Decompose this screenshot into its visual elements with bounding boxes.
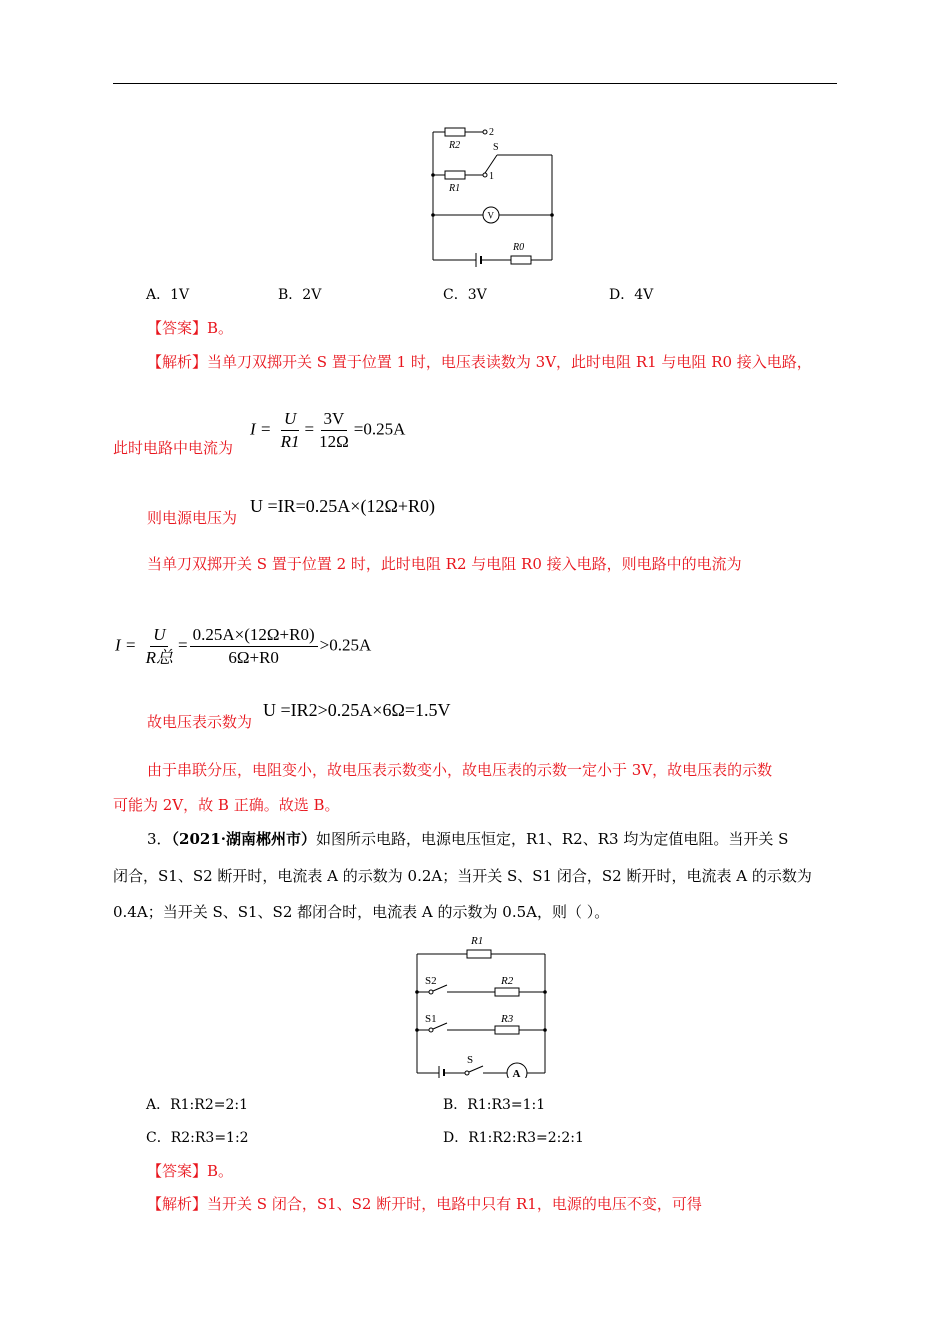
label-r2: R2 (501, 975, 514, 987)
ammeter-label: A (512, 1068, 521, 1078)
label-r1: R1 (449, 183, 461, 194)
explanation-q2-line4: 可能为 2V，故 B 正确。故选 B。 (113, 796, 340, 814)
question-number: 3． (147, 830, 172, 848)
equation-current: I = $\frac{U}{R1}$ = $\frac{3V}{12\Omega}$ =0.25A (250, 409, 406, 451)
explanation-label: 【解析】 (147, 353, 208, 371)
eq1-lhs: I = (250, 419, 272, 439)
label-r0: R0 (513, 242, 525, 253)
q3-explanation-label: 【解析】 (147, 1195, 208, 1213)
voltage-label: 则电源电压为 (147, 509, 238, 527)
eq1-num1: U (281, 408, 299, 431)
question-3-line2: 闭合，S1、S2 断开时，电流表 A 的示数为 0.2A；当开关 S、S1 闭合，S2 断开时，电流表 A 的示数为 (113, 867, 812, 885)
eq1-den2: 12Ω (319, 432, 349, 451)
question-text: 如图所示电路，电源电压恒定，R1、R2、R3 均为定值电阻。当开关 S (316, 830, 789, 848)
circuit-diagram-2 (405, 928, 555, 1078)
explanation-q2-line3: 由于串联分压，电阻变小，故电压表示数变小，故电压表的示数一定小于 3V，故电压表的示数 (147, 761, 773, 779)
option-c: C．3V (443, 287, 487, 303)
eq3-num2: 0.25A×(12Ω+R0) (190, 624, 318, 647)
meter-label: 故电压表示数为 (147, 713, 253, 731)
label-s2: S2 (425, 975, 437, 987)
question-3-line1 (147, 829, 788, 849)
eq3-den2: 6Ω+R0 (228, 648, 279, 667)
q3-explanation-text: 当开关 S 闭合，S1、S2 断开时，电路中只有 R1，电源的电压不变，可得 (207, 1195, 702, 1213)
label-r3: R3 (501, 1013, 514, 1025)
q3-option-a: A．R1:R2=2:1 (146, 1097, 248, 1113)
voltmeter-label: V (487, 210, 494, 221)
eq1-rhs: =0.25A (353, 419, 406, 439)
option-a: A．1V (146, 287, 190, 303)
explanation-q2-line1 (147, 352, 812, 372)
label-pos2: 2 (489, 127, 494, 138)
equation-voltage: U =IR=0.25A×(12Ω+R0) (250, 496, 435, 516)
eq3-den1: R总 (145, 648, 174, 667)
label-r1: R1 (471, 935, 484, 947)
equation-current-2: I = $\frac{U}{\text{R总}}$ = $\frac{0.25A\times(12\Omega+R0)}{6\Omega+R0}$ >0.25A (115, 625, 372, 667)
label-r2: R2 (449, 140, 461, 151)
label-s: S (467, 1054, 474, 1066)
circuit-diagram-1 (425, 122, 565, 272)
explanation-q2-line2: 当单刀双掷开关 S 置于位置 2 时，此时电阻 R2 与电阻 R0 接入电路，则电路中的电流为 (147, 555, 742, 573)
eq3-frac-2 (190, 624, 318, 669)
label-s1: S1 (425, 1013, 437, 1025)
header-rule (113, 83, 837, 84)
q3-option-c: C．R2:R3=1:2 (146, 1130, 249, 1146)
eq3-rhs: >0.25A (319, 635, 372, 655)
option-b: B．2V (278, 287, 322, 303)
eq1-frac-1 (278, 408, 303, 453)
current-label: 此时电路中电流为 (113, 439, 234, 457)
explanation-text: 当单刀双掷开关 S 置于位置 1 时，电压表读数为 3V，此时电阻 R1 与电阻 R0 接入电路， (207, 353, 812, 371)
option-d: D．4V (609, 287, 654, 303)
explanation-q3-line1 (147, 1194, 702, 1214)
answer-q2: 【答案】B。 (147, 319, 234, 337)
eq3-lhs: I = (115, 635, 137, 655)
equation-meter: U =IR2>0.25A×6Ω=1.5V (263, 700, 451, 720)
label-s: S (493, 142, 499, 153)
question-source: （2021·湖南郴州市） (171, 830, 317, 848)
q3-option-b: B．R1:R3=1:1 (443, 1097, 546, 1113)
eq3-num1: U (150, 624, 168, 647)
answer-q3: 【答案】B。 (147, 1162, 234, 1180)
eq1-num2: 3V (321, 408, 348, 431)
q3-option-d: D．R1:R2:R3=2:2:1 (443, 1130, 584, 1146)
label-pos1: 1 (489, 171, 494, 182)
question-3-line3: 0.4A；当开关 S、S1、S2 都闭合时，电流表 A 的示数为 0.5A，则（ ）。 (113, 903, 610, 921)
eq3-frac-1 (143, 624, 176, 669)
eq1-frac-2 (316, 408, 352, 453)
eq1-den1: R1 (280, 432, 300, 451)
